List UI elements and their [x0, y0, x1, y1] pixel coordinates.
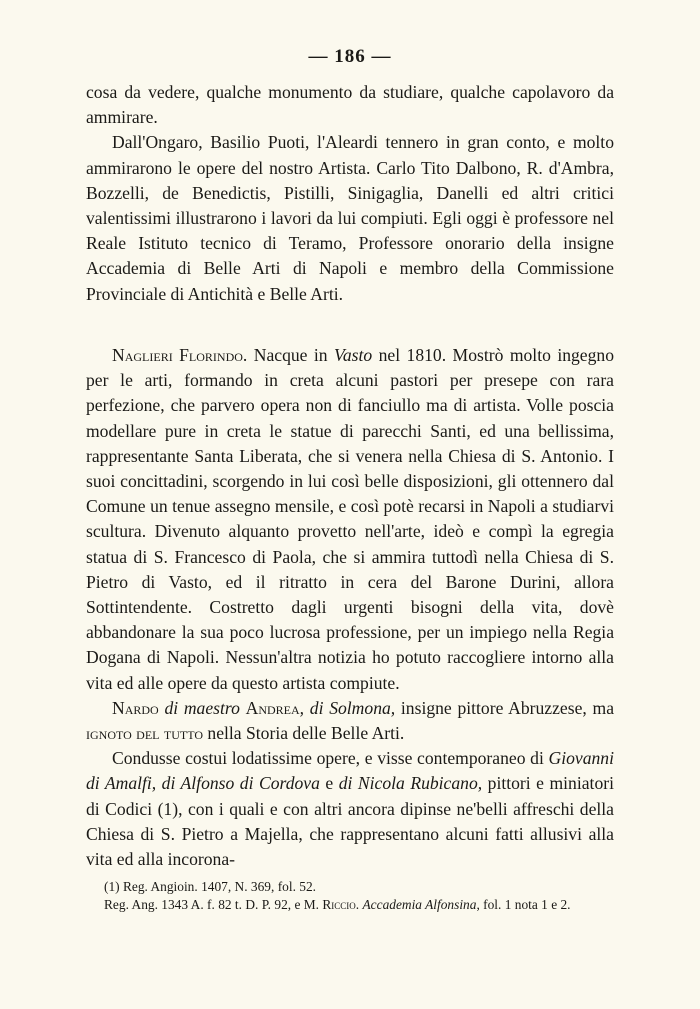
paragraph-critics: Dall'Ongaro, Basilio Puoti, l'Aleardi tennero in gran conto, e molto ammirarono le opere del nostro Artista. Carlo Tito Dalbono, R. d'Ambra, Bozzelli, de Benedictis, Pistilli, Sinigaglia, Danelli ed altri critici valentissimi illustrarono i lavori da lui compiuti. Egli oggi è professore nel Reale Istituto tecnico di Teramo, Professore onorario della insigne Accademia di Belle Arti di Napoli e membro della Commissione Provinciale di Antichità e Belle Arti. — [86, 132, 614, 304]
entry-italic: , di Solmona, — [299, 697, 396, 718]
painter-name: di Nicola Rubicano, — [338, 773, 483, 794]
entry-text: nella Storia delle Belle Arti. — [203, 723, 405, 744]
footnote-2 — [86, 896, 614, 914]
footnote-text: Reg. Ang. 1343 A. f. 82 t. D. P. 92, e M. — [104, 897, 323, 912]
entry-name-nardo: Nardo — [112, 697, 159, 718]
entry-naglieri — [86, 343, 614, 696]
page-number: — 186 — — [308, 46, 392, 67]
painter-names: Giovanni di Amalfi, di Alfonso di Cordova — [86, 748, 614, 794]
place-name: Vasto — [334, 345, 373, 365]
entry-caps: ignoto del tutto — [86, 723, 204, 744]
entry-name-naglieri: Naglieri Florindo. — [112, 345, 248, 365]
entry-text: nel 1810. Mostrò molto ingegno per le arti, formando in creta alcuni pastori per presepe con rara perfezione, che parvero opera non di fanciullo ma di artista. Volle poscia modellare pure in creta le statue di parecchi Santi, ed una bellissima, rappresentante Santa Liberata, che si venera nella Chiesa di S. Antonio. I suoi concittadini, scorgendo in lui così belle disposizioni, gli ottennero dal Comune un tenue assegno mensile, e così potè recarsi in Napoli a studiarvi scultura. Divenuto alquanto provetto nell'arte, ideò e compì la egregia statua di S. Francesco di Paola, che si ammira tuttodì nella Chiesa di S. Pietro di Vasto, ed il ritratto in cera del Barone Durini, allora Sottintendente. Costretto dagli urgenti bisogni della vita, dovè abbandonare la sua poco lucrosa professione, per un impiego nella Regia Dogana di Napoli. Nessun'altra notizia ho potuto raccogliere intorno alla vita ed alle opere da questo artista compiute. — [86, 345, 615, 693]
text-block-top — [86, 80, 614, 307]
entry-nardo — [86, 696, 614, 746]
paragraph-continuation: cosa da vedere, qualche monumento da studiare, qualche capolavoro da ammirare. — [86, 82, 614, 128]
entry-name-andrea: Andrea — [245, 697, 300, 718]
footnote-text: . — [355, 897, 363, 912]
text-block-main — [86, 343, 614, 872]
footnotes — [86, 878, 614, 914]
footnote-author: Riccio — [322, 897, 356, 912]
footnote-text: , fol. 1 nota 1 e 2. — [476, 897, 571, 912]
paragraph-text: Condusse costui lodatissime opere, e visse contemporaneo di — [112, 748, 549, 769]
entry-italic: di maestro — [158, 697, 246, 718]
entry-text: insigne pittore Abruzzese, ma — [395, 697, 614, 718]
paragraph-nardo-works — [86, 746, 614, 872]
entry-text: Nacque in — [247, 345, 335, 365]
footnote-title: Accademia Alfonsina — [362, 897, 477, 912]
paragraph-text: e — [319, 773, 339, 794]
paragraph-text: pittori e miniatori di Codici (1), con i quali e con altri ancora dipinse ne'belli affreschi della Chiesa di S. Pietro a Majella, che rappresentano alcuni fatti allusivi alla vita ed alla incorona- — [86, 773, 614, 870]
footnote-1: (1) Reg. Angioin. 1407, N. 369, fol. 52. — [104, 879, 317, 894]
